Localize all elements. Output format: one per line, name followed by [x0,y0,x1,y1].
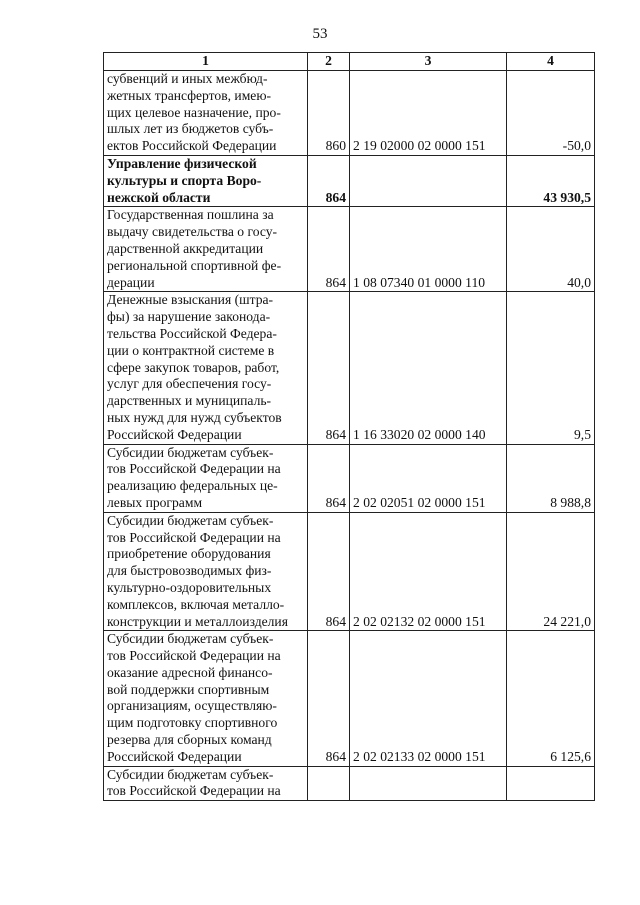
row-amount: 9,5 [507,292,595,444]
column-header-4: 4 [507,53,595,71]
row-amount: 24 221,0 [507,512,595,631]
row-chapter-code: 864 [308,155,350,206]
row-amount: 6 125,6 [507,631,595,766]
page-number: 53 [312,26,328,42]
table-header-row [104,53,595,71]
row-description: Управление физической культуры и спорта Воро- нежской области [104,155,308,206]
row-amount: 40,0 [507,207,595,292]
row-income-code [350,155,507,206]
row-description: Государственная пошлина за выдачу свидетельства о госу- дарственной аккредитации региональной спортивной фе- дерации [104,207,308,292]
column-header-2: 2 [308,53,350,71]
table-row [104,631,595,766]
row-income-code: 1 16 33020 02 0000 140 [350,292,507,444]
row-chapter-code: 864 [308,512,350,631]
row-income-code: 2 02 02051 02 0000 151 [350,444,507,512]
table-row [104,292,595,444]
row-description: Денежные взыскания (штра- фы) за нарушение законода- тельства Российской Федера- ции о контрактной системе в сфере закупок товаров, работ, услуг для обеспечения госу- дарственных и муниципаль- ных нужд для нужд субъектов Российской Федерации [104,292,308,444]
row-income-code: 1 08 07340 01 0000 110 [350,207,507,292]
row-description: Субсидии бюджетам субъек- тов Российской Федерации на [104,766,308,801]
row-description: Субсидии бюджетам субъек- тов Российской Федерации на оказание адресной финансо- вой поддержки спортивным организациям, осуществляю- щим подготовку спортивного резерва для сборных команд Российской Федерации [104,631,308,766]
row-income-code: 2 02 02132 02 0000 151 [350,512,507,631]
row-amount: -50,0 [507,71,595,156]
revenue-table [103,52,595,801]
table-row [104,207,595,292]
row-chapter-code: 864 [308,207,350,292]
row-description: субвенций и иных межбюд- жетных трансфертов, имею- щих целевое назначение, про- шлых лет из бюджетов субъ- ектов Российской Федерации [104,71,308,156]
row-chapter-code: 864 [308,444,350,512]
row-chapter-code: 864 [308,631,350,766]
row-income-code: 2 19 02000 02 0000 151 [350,71,507,156]
row-chapter-code: 864 [308,292,350,444]
table-row [104,512,595,631]
column-header-3: 3 [350,53,507,71]
row-description: Субсидии бюджетам субъек- тов Российской Федерации на приобретение оборудования для быстровозводимых физ- культурно-оздоровительных комплексов, включая металло- конструкции и металлоизделия [104,512,308,631]
table-row [104,71,595,156]
table-body [104,71,595,801]
row-amount [507,766,595,801]
row-income-code: 2 02 02133 02 0000 151 [350,631,507,766]
column-header-1: 1 [104,53,308,71]
table-row [104,766,595,801]
row-amount: 43 930,5 [507,155,595,206]
table-row [104,155,595,206]
table-row [104,444,595,512]
row-description: Субсидии бюджетам субъек- тов Российской Федерации на реализацию федеральных це- левых программ [104,444,308,512]
row-amount: 8 988,8 [507,444,595,512]
row-income-code [350,766,507,801]
row-chapter-code: 860 [308,71,350,156]
row-chapter-code [308,766,350,801]
